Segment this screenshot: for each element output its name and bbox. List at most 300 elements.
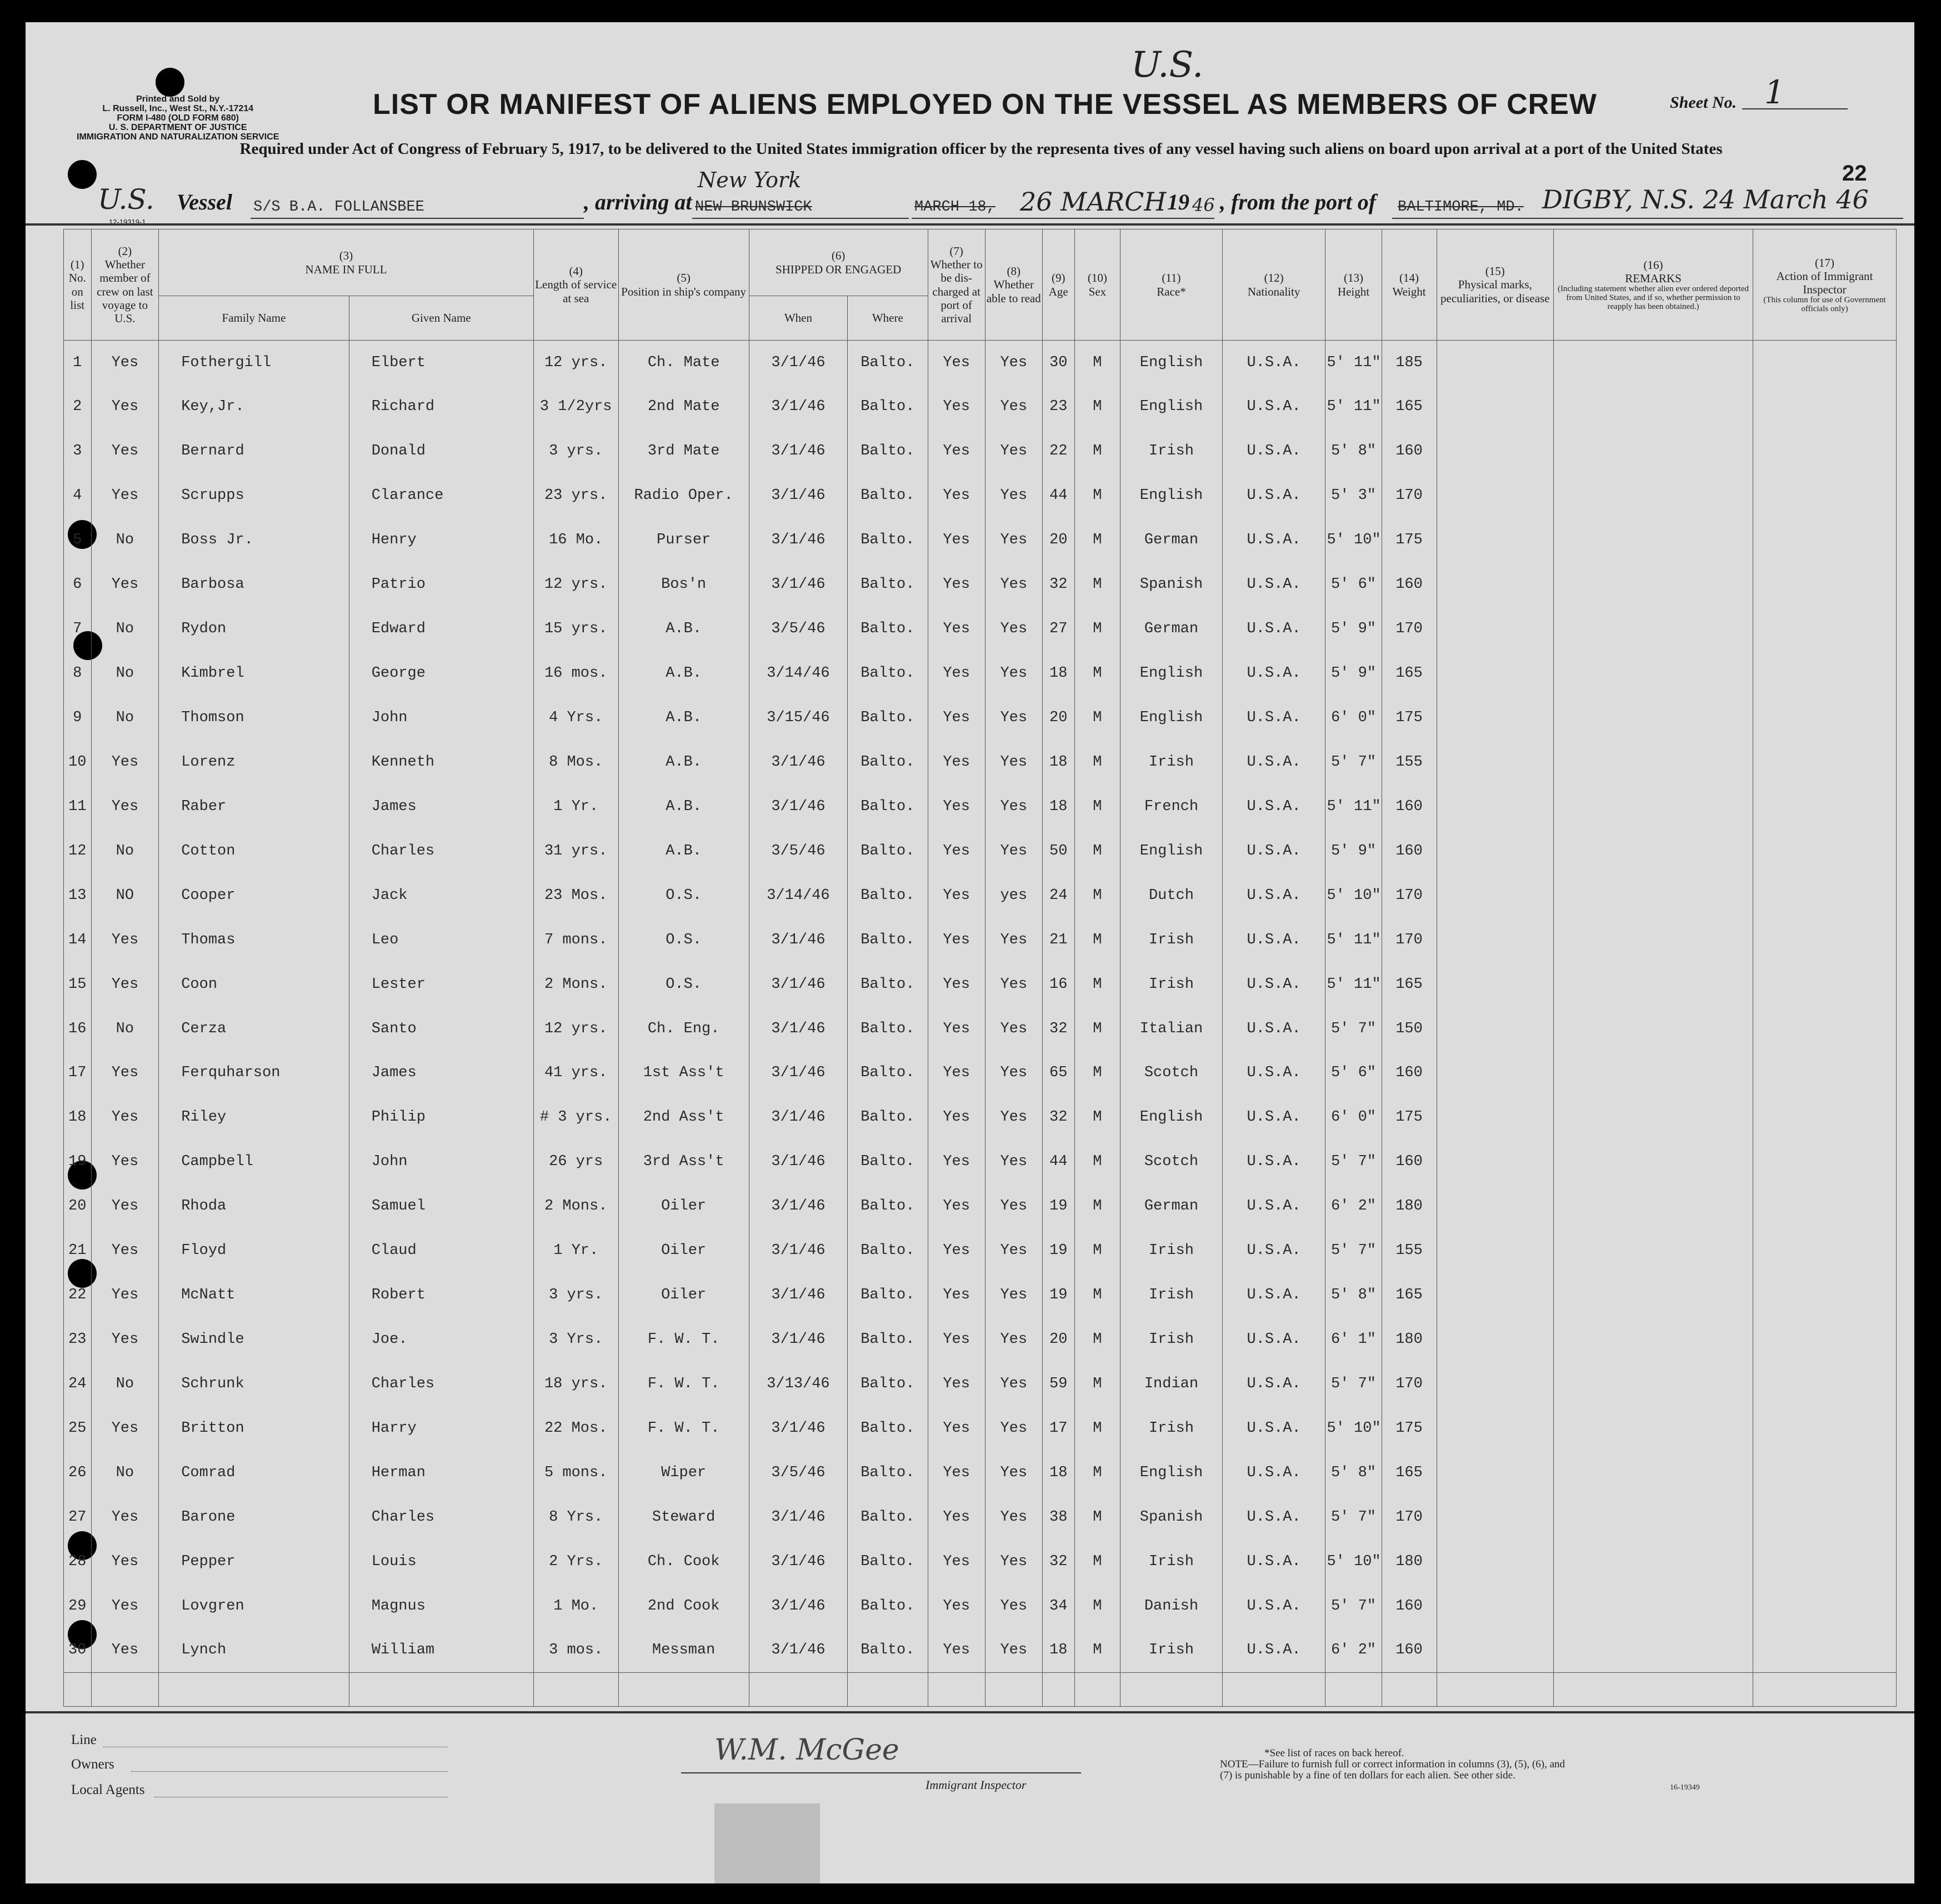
physical-marks-cell	[1437, 1495, 1553, 1540]
physical-marks-cell	[1437, 651, 1553, 696]
able-to-read-cell: Yes	[985, 429, 1042, 473]
nationality-cell: U.S.A.	[1222, 473, 1325, 518]
service-length-cell: 2 Yrs.	[533, 1540, 618, 1584]
remarks-cell	[1554, 1628, 1753, 1673]
family-name-cell: Bernard	[159, 429, 349, 473]
remarks-cell	[1554, 784, 1753, 829]
sex-cell: M	[1074, 1584, 1120, 1628]
able-to-read-cell: Yes	[985, 696, 1042, 740]
empty-cell	[1074, 1673, 1120, 1707]
previous-voyage-cell: No	[91, 607, 159, 651]
position-cell: Oiler	[618, 1228, 749, 1273]
race-cell: Irish	[1120, 740, 1223, 784]
able-to-read-cell: Yes	[985, 1051, 1042, 1096]
race-cell: Irish	[1120, 1228, 1223, 1273]
shipped-where-cell: Balto.	[848, 696, 928, 740]
row-number-cell: 16	[64, 1007, 92, 1051]
header-rule	[26, 223, 1914, 226]
service-length-cell: 7 mons.	[533, 918, 618, 962]
weight-cell: 170	[1382, 873, 1437, 918]
arriving-struck: NEW BRUNSWICK	[695, 199, 812, 216]
to-be-discharged-cell: Yes	[928, 696, 985, 740]
empty-cell	[1325, 1673, 1382, 1707]
to-be-discharged-cell: Yes	[928, 829, 985, 873]
crew-row	[64, 1584, 1897, 1628]
shipped-when-cell: 3/1/46	[749, 1317, 847, 1362]
family-name-cell: Fothergill	[159, 341, 349, 385]
inspector-action-cell	[1753, 1095, 1896, 1140]
shipped-when-cell: 3/1/46	[749, 1406, 847, 1451]
empty-cell	[64, 1673, 92, 1707]
race-cell: Scotch	[1120, 1140, 1223, 1184]
empty-cell	[985, 1673, 1042, 1707]
age-cell: 18	[1042, 651, 1074, 696]
weight-cell: 180	[1382, 1317, 1437, 1362]
col-header-height: (13) Height	[1325, 229, 1382, 341]
sex-cell: M	[1074, 918, 1120, 962]
crew-row	[64, 1628, 1897, 1673]
to-be-discharged-cell: Yes	[928, 962, 985, 1007]
empty-cell	[91, 1673, 159, 1707]
col-header-where: Where	[848, 296, 928, 341]
inspector-action-cell	[1753, 473, 1896, 518]
row-number-cell: 27	[64, 1495, 92, 1540]
row-number-cell: 1	[64, 341, 92, 385]
previous-voyage-cell: Yes	[91, 1140, 159, 1184]
inspector-action-cell	[1753, 1051, 1896, 1096]
col-header-sex: (10) Sex	[1074, 229, 1120, 341]
service-length-cell: 3 yrs.	[533, 429, 618, 473]
service-length-cell: 2 Mons.	[533, 1184, 618, 1228]
nationality-cell: U.S.A.	[1222, 1273, 1325, 1317]
nationality-cell: U.S.A.	[1222, 784, 1325, 829]
inspector-action-cell	[1753, 429, 1896, 473]
col-header-age: (9) Age	[1042, 229, 1074, 341]
given-name-cell: Donald	[349, 429, 533, 473]
service-length-cell: 26 yrs	[533, 1140, 618, 1184]
to-be-discharged-cell: Yes	[928, 1317, 985, 1362]
weight-cell: 160	[1382, 1140, 1437, 1184]
empty-cell	[1437, 1673, 1553, 1707]
weight-cell: 165	[1382, 384, 1437, 429]
family-name-cell: Floyd	[159, 1228, 349, 1273]
able-to-read-cell: Yes	[985, 651, 1042, 696]
date-line	[912, 218, 1214, 219]
service-length-cell: 23 Mos.	[533, 873, 618, 918]
printer-line: L. Russell, Inc., West St., N.Y.-17214	[102, 104, 254, 113]
service-length-cell: 5 mons.	[533, 1451, 618, 1495]
punch-hole	[156, 68, 184, 97]
position-cell: A.B.	[618, 651, 749, 696]
shipped-where-cell: Balto.	[848, 1007, 928, 1051]
given-name-cell: Charles	[349, 1495, 533, 1540]
given-name-cell: James	[349, 1051, 533, 1096]
able-to-read-cell: Yes	[985, 740, 1042, 784]
shipped-when-cell: 3/1/46	[749, 784, 847, 829]
service-length-cell: 8 Mos.	[533, 740, 618, 784]
row-number-cell: 4	[64, 473, 92, 518]
physical-marks-cell	[1437, 873, 1553, 918]
race-cell: Irish	[1120, 1317, 1223, 1362]
nationality-cell: U.S.A.	[1222, 740, 1325, 784]
weight-cell: 175	[1382, 1406, 1437, 1451]
able-to-read-cell: Yes	[985, 384, 1042, 429]
race-cell: English	[1120, 341, 1223, 385]
year-prefix: 19	[1167, 189, 1189, 214]
age-cell: 18	[1042, 1451, 1074, 1495]
empty-cell	[1753, 1673, 1896, 1707]
row-number-cell: 13	[64, 873, 92, 918]
family-name-cell: Campbell	[159, 1140, 349, 1184]
printer-line: Printed and Sold by	[136, 94, 220, 104]
physical-marks-cell	[1437, 962, 1553, 1007]
shipped-when-cell: 3/1/46	[749, 341, 847, 385]
able-to-read-cell: Yes	[985, 562, 1042, 607]
previous-voyage-cell: No	[91, 518, 159, 562]
shipped-when-cell: 3/5/46	[749, 1451, 847, 1495]
page-number: 22	[1842, 161, 1867, 186]
remarks-cell	[1554, 1051, 1753, 1096]
inspector-action-cell	[1753, 1406, 1896, 1451]
age-cell: 59	[1042, 1362, 1074, 1406]
given-name-cell: Henry	[349, 518, 533, 562]
previous-voyage-cell: Yes	[91, 962, 159, 1007]
weight-cell: 170	[1382, 918, 1437, 962]
able-to-read-cell: Yes	[985, 918, 1042, 962]
col-header-number: (1) No. on list	[64, 229, 92, 341]
family-name-cell: Pepper	[159, 1540, 349, 1584]
col-header-shipped: (6) SHIPPED OR ENGAGED	[749, 229, 928, 296]
remarks-cell	[1554, 607, 1753, 651]
empty-cell	[1222, 1673, 1325, 1707]
sex-cell: M	[1074, 429, 1120, 473]
to-be-discharged-cell: Yes	[928, 1273, 985, 1317]
sex-cell: M	[1074, 1007, 1120, 1051]
row-number-cell: 20	[64, 1184, 92, 1228]
race-cell: Italian	[1120, 1007, 1223, 1051]
sex-cell: M	[1074, 1095, 1120, 1140]
row-number-cell: 8	[64, 651, 92, 696]
age-cell: 20	[1042, 518, 1074, 562]
arriving-port: New York	[698, 168, 802, 192]
to-be-discharged-cell: Yes	[928, 1451, 985, 1495]
family-name-cell: Barone	[159, 1495, 349, 1540]
race-cell: German	[1120, 607, 1223, 651]
able-to-read-cell: Yes	[985, 1584, 1042, 1628]
service-length-cell: 12 yrs.	[533, 341, 618, 385]
row-number-cell: 10	[64, 740, 92, 784]
position-cell: O.S.	[618, 873, 749, 918]
remarks-cell	[1554, 1540, 1753, 1584]
local-agents-label: Local Agents	[71, 1782, 145, 1797]
given-name-cell: Leo	[349, 918, 533, 962]
age-cell: 17	[1042, 1406, 1074, 1451]
age-cell: 32	[1042, 1540, 1074, 1584]
family-name-cell: Coon	[159, 962, 349, 1007]
given-name-cell: Kenneth	[349, 740, 533, 784]
inspector-action-cell	[1753, 651, 1896, 696]
physical-marks-cell	[1437, 429, 1553, 473]
race-cell: French	[1120, 784, 1223, 829]
crew-row	[64, 1228, 1897, 1273]
height-cell: 6' 2"	[1325, 1628, 1382, 1673]
previous-voyage-cell: Yes	[91, 1406, 159, 1451]
age-cell: 32	[1042, 1007, 1074, 1051]
crew-row	[64, 651, 1897, 696]
given-name-cell: Charles	[349, 1362, 533, 1406]
height-cell: 5' 11"	[1325, 962, 1382, 1007]
weight-cell: 160	[1382, 429, 1437, 473]
shipped-where-cell: Balto.	[848, 829, 928, 873]
shipped-where-cell: Balto.	[848, 341, 928, 385]
remarks-cell	[1554, 1584, 1753, 1628]
shipped-when-cell: 3/1/46	[749, 518, 847, 562]
position-cell: 2nd Mate	[618, 384, 749, 429]
height-cell: 5' 10"	[1325, 1540, 1382, 1584]
nationality-cell: U.S.A.	[1222, 962, 1325, 1007]
vessel-name: S/S B.A. FOLLANSBEE	[253, 199, 424, 216]
physical-marks-cell	[1437, 518, 1553, 562]
col-header-position: (5) Position in ship's company	[618, 229, 749, 341]
shipped-where-cell: Balto.	[848, 1140, 928, 1184]
height-cell: 5' 7"	[1325, 1584, 1382, 1628]
physical-marks-cell	[1437, 1451, 1553, 1495]
able-to-read-cell: Yes	[985, 607, 1042, 651]
row-number-cell: 21	[64, 1228, 92, 1273]
family-name-cell: Scrupps	[159, 473, 349, 518]
position-cell: O.S.	[618, 962, 749, 1007]
physical-marks-cell	[1437, 1051, 1553, 1096]
remarks-cell	[1554, 473, 1753, 518]
inspector-action-cell	[1753, 962, 1896, 1007]
nationality-cell: U.S.A.	[1222, 873, 1325, 918]
position-cell: F. W. T.	[618, 1362, 749, 1406]
races-note: *See list of races on back hereof.	[1264, 1747, 1404, 1759]
position-cell: 2nd Ass't	[618, 1095, 749, 1140]
height-cell: 5' 8"	[1325, 1451, 1382, 1495]
shipped-where-cell: Balto.	[848, 1051, 928, 1096]
empty-cell	[1554, 1673, 1753, 1707]
family-name-cell: Swindle	[159, 1317, 349, 1362]
age-cell: 44	[1042, 1140, 1074, 1184]
port-struck: BALTIMORE, MD.	[1398, 199, 1524, 216]
given-name-cell: Louis	[349, 1540, 533, 1584]
shipped-where-cell: Balto.	[848, 1273, 928, 1317]
row-number-cell: 30	[64, 1628, 92, 1673]
inspector-action-cell	[1753, 1184, 1896, 1228]
previous-voyage-cell: Yes	[91, 473, 159, 518]
height-cell: 5' 9"	[1325, 829, 1382, 873]
weight-cell: 175	[1382, 696, 1437, 740]
physical-marks-cell	[1437, 784, 1553, 829]
footer-rule	[26, 1711, 1914, 1713]
inspector-action-cell	[1753, 740, 1896, 784]
nationality-cell: U.S.A.	[1222, 384, 1325, 429]
service-length-cell: 1 Mo.	[533, 1584, 618, 1628]
position-cell: Wiper	[618, 1451, 749, 1495]
crew-row	[64, 1095, 1897, 1140]
shipped-when-cell: 3/1/46	[749, 1495, 847, 1540]
weight-cell: 180	[1382, 1540, 1437, 1584]
height-cell: 5' 11"	[1325, 784, 1382, 829]
owners-label: Owners	[71, 1757, 114, 1772]
weight-cell: 160	[1382, 1628, 1437, 1673]
weight-cell: 170	[1382, 1495, 1437, 1540]
previous-voyage-cell: NO	[91, 873, 159, 918]
shipped-where-cell: Balto.	[848, 962, 928, 1007]
col-header-inspector-action: (17) Action of Immigrant Inspector (This column for use of Government officials only)	[1753, 229, 1896, 341]
family-name-cell: Cotton	[159, 829, 349, 873]
service-length-cell: 23 yrs.	[533, 473, 618, 518]
inspector-action-cell	[1753, 1584, 1896, 1628]
race-cell: Spanish	[1120, 1495, 1223, 1540]
previous-voyage-cell: No	[91, 1007, 159, 1051]
sex-cell: M	[1074, 1362, 1120, 1406]
weight-cell: 175	[1382, 518, 1437, 562]
to-be-discharged-cell: Yes	[928, 473, 985, 518]
shipped-where-cell: Balto.	[848, 651, 928, 696]
shipped-when-cell: 3/1/46	[749, 962, 847, 1007]
race-cell: German	[1120, 518, 1223, 562]
weight-cell: 155	[1382, 740, 1437, 784]
row-number-cell: 26	[64, 1451, 92, 1495]
crew-row	[64, 1273, 1897, 1317]
given-name-cell: Santo	[349, 1007, 533, 1051]
to-be-discharged-cell: Yes	[928, 1406, 985, 1451]
position-cell: Ch. Cook	[618, 1540, 749, 1584]
able-to-read-cell: Yes	[985, 784, 1042, 829]
able-to-read-cell: Yes	[985, 829, 1042, 873]
col-header-race: (11) Race*	[1120, 229, 1223, 341]
crew-row	[64, 918, 1897, 962]
position-cell: Radio Oper.	[618, 473, 749, 518]
position-cell: O.S.	[618, 918, 749, 962]
given-name-cell: Patrio	[349, 562, 533, 607]
able-to-read-cell: Yes	[985, 1007, 1042, 1051]
to-be-discharged-cell: Yes	[928, 562, 985, 607]
nationality-cell: U.S.A.	[1222, 651, 1325, 696]
shipped-where-cell: Balto.	[848, 473, 928, 518]
row-number-cell: 15	[64, 962, 92, 1007]
family-name-cell: Kimbrel	[159, 651, 349, 696]
inspector-action-cell	[1753, 518, 1896, 562]
able-to-read-cell: yes	[985, 873, 1042, 918]
height-cell: 5' 6"	[1325, 1051, 1382, 1096]
crew-row	[64, 740, 1897, 784]
position-cell: F. W. T.	[618, 1406, 749, 1451]
crew-row	[64, 562, 1897, 607]
previous-voyage-cell: Yes	[91, 1628, 159, 1673]
physical-marks-cell	[1437, 1228, 1553, 1273]
sex-cell: M	[1074, 696, 1120, 740]
nationality-cell: U.S.A.	[1222, 1140, 1325, 1184]
remarks-cell	[1554, 962, 1753, 1007]
physical-marks-cell	[1437, 1540, 1553, 1584]
given-name-cell: Herman	[349, 1451, 533, 1495]
remarks-cell	[1554, 1184, 1753, 1228]
given-name-cell: Samuel	[349, 1184, 533, 1228]
given-name-cell: Harry	[349, 1406, 533, 1451]
remarks-cell	[1554, 562, 1753, 607]
to-be-discharged-cell: Yes	[928, 1540, 985, 1584]
age-cell: 32	[1042, 1095, 1074, 1140]
physical-marks-cell	[1437, 1584, 1553, 1628]
inspector-action-cell	[1753, 384, 1896, 429]
shipped-where-cell: Balto.	[848, 1362, 928, 1406]
age-cell: 24	[1042, 873, 1074, 918]
row-number-cell: 24	[64, 1362, 92, 1406]
crew-row	[64, 607, 1897, 651]
sex-cell: M	[1074, 1451, 1120, 1495]
to-be-discharged-cell: Yes	[928, 607, 985, 651]
title-annotation: U.S.	[1131, 44, 1204, 86]
arriving-line	[692, 218, 909, 219]
race-cell: Irish	[1120, 429, 1223, 473]
given-name-cell: Richard	[349, 384, 533, 429]
previous-voyage-cell: Yes	[91, 341, 159, 385]
manifest-sheet	[26, 22, 1914, 1883]
shipped-where-cell: Balto.	[848, 1228, 928, 1273]
inspector-action-cell	[1753, 1273, 1896, 1317]
sex-cell: M	[1074, 651, 1120, 696]
row-number-cell: 29	[64, 1584, 92, 1628]
physical-marks-cell	[1437, 562, 1553, 607]
height-cell: 5' 8"	[1325, 429, 1382, 473]
crew-row	[64, 341, 1897, 385]
remarks-cell	[1554, 696, 1753, 740]
empty-cell	[928, 1673, 985, 1707]
crew-row	[64, 1007, 1897, 1051]
height-cell: 5' 3"	[1325, 473, 1382, 518]
nationality-cell: U.S.A.	[1222, 518, 1325, 562]
row-number-cell: 19	[64, 1140, 92, 1184]
height-cell: 5' 7"	[1325, 1362, 1382, 1406]
nationality-cell: U.S.A.	[1222, 696, 1325, 740]
position-cell: Ch. Mate	[618, 341, 749, 385]
age-cell: 50	[1042, 829, 1074, 873]
col-header-when: When	[749, 296, 847, 341]
remarks-cell	[1554, 1228, 1753, 1273]
date-struck: MARCH 18,	[914, 199, 995, 216]
family-name-cell: Thomas	[159, 918, 349, 962]
empty-cell	[349, 1673, 533, 1707]
previous-voyage-cell: Yes	[91, 1095, 159, 1140]
crew-table	[63, 229, 1897, 1707]
race-cell: Irish	[1120, 1406, 1223, 1451]
family-name-cell: Britton	[159, 1406, 349, 1451]
position-cell: A.B.	[618, 696, 749, 740]
weight-cell: 180	[1382, 1184, 1437, 1228]
nationality-cell: U.S.A.	[1222, 429, 1325, 473]
position-cell: 2nd Cook	[618, 1584, 749, 1628]
service-length-cell: 16 mos.	[533, 651, 618, 696]
height-cell: 5' 6"	[1325, 562, 1382, 607]
age-cell: 21	[1042, 918, 1074, 962]
age-cell: 38	[1042, 1495, 1074, 1540]
sex-cell: M	[1074, 1184, 1120, 1228]
shipped-where-cell: Balto.	[848, 740, 928, 784]
service-length-cell: 16 Mo.	[533, 518, 618, 562]
inspector-action-cell	[1753, 1451, 1896, 1495]
vessel-name-line	[251, 218, 584, 219]
position-cell: Bos'n	[618, 562, 749, 607]
shipped-when-cell: 3/15/46	[749, 696, 847, 740]
shipped-when-cell: 3/1/46	[749, 1628, 847, 1673]
sex-cell: M	[1074, 873, 1120, 918]
row-number-cell: 28	[64, 1540, 92, 1584]
shipped-where-cell: Balto.	[848, 1095, 928, 1140]
service-length-cell: 41 yrs.	[533, 1051, 618, 1096]
